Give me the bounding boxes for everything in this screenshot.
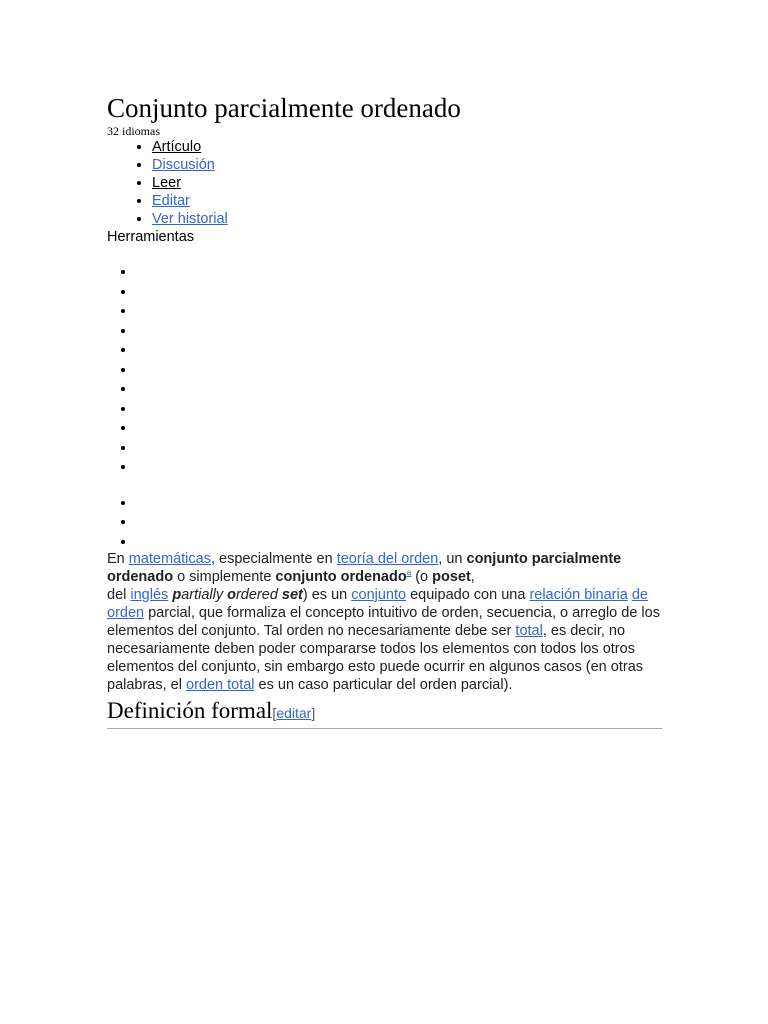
bold-term: conjunto parcialmente ordenado — [107, 551, 622, 585]
text: set — [281, 587, 303, 603]
section-title: Definición formal — [107, 698, 273, 723]
list-item — [136, 303, 663, 323]
edit-section — [272, 705, 315, 721]
page-title: Conjunto parcialmente ordenado — [107, 93, 461, 123]
list-item — [152, 192, 663, 210]
list-item — [136, 514, 663, 534]
tab-discusion[interactable]: Discusión — [152, 157, 215, 173]
list-item — [152, 156, 663, 174]
text: es un caso particular del orden parcial). — [254, 677, 513, 693]
article-header — [107, 90, 663, 553]
text: [ — [272, 705, 277, 721]
list-item — [136, 459, 663, 479]
empty-bullet-list — [107, 264, 663, 479]
link-orden-total[interactable]: orden total — [186, 677, 255, 693]
link-matematicas[interactable]: matemáticas — [128, 551, 211, 567]
link-teoria-del-orden[interactable]: teoría del orden — [336, 551, 439, 567]
list-item — [136, 342, 663, 362]
text: o simplemente — [173, 569, 276, 585]
list-item — [136, 284, 663, 304]
text: parcial, que formaliza el concepto intuitivo de orden, secuencia, o arreglo de los elementos del conjunto. Tal orden no necesariamente debe ser — [107, 605, 660, 639]
list-item — [152, 210, 663, 228]
text: , — [470, 569, 475, 585]
footnote-ref[interactable]: a — [406, 568, 412, 578]
intro-paragraph — [107, 550, 663, 694]
list-item — [136, 362, 663, 382]
text: , es decir, no necesariamente deben poder compararse todos los elementos con todos los otros elementos del conjunto, sin embargo esto puede ocurrir en algunos casos (en otras palabras, el — [107, 623, 644, 693]
tab-articulo[interactable]: Artículo — [152, 139, 202, 155]
text: del — [107, 587, 131, 603]
list-item — [152, 174, 663, 192]
text: artially — [181, 587, 228, 603]
text: o — [227, 587, 236, 603]
link-ingles[interactable]: inglés — [130, 587, 169, 603]
text: rdered — [235, 587, 282, 603]
page-actions-list — [107, 138, 663, 228]
text: , especialmente en — [210, 551, 337, 567]
link-conjunto[interactable]: conjunto — [351, 587, 407, 603]
tab-leer[interactable]: Leer — [152, 175, 182, 191]
list-item — [136, 440, 663, 460]
list-item — [136, 381, 663, 401]
list-item — [136, 323, 663, 343]
empty-bullet-list-2 — [107, 495, 663, 554]
text: En — [107, 551, 129, 567]
tools-menu-label[interactable]: Herramientas — [107, 229, 195, 245]
bold-term: conjunto ordenado — [275, 569, 407, 585]
bold-term: poset — [432, 569, 471, 585]
link-total[interactable]: total — [515, 623, 543, 639]
tab-editar[interactable]: Editar — [152, 193, 190, 209]
list-item — [136, 264, 663, 284]
text: ) es un — [302, 587, 352, 603]
link-de-orden[interactable]: de orden — [107, 587, 648, 621]
text: p — [172, 587, 182, 603]
list-item — [136, 495, 663, 515]
list-item — [152, 138, 663, 156]
tab-ver-historial[interactable]: Ver historial — [152, 211, 228, 227]
english-term — [172, 587, 303, 603]
text: , un — [438, 551, 467, 567]
text: (o — [411, 569, 433, 585]
list-item — [136, 401, 663, 421]
list-item — [136, 420, 663, 440]
section-heading — [107, 697, 662, 729]
text: equipado con una — [406, 587, 530, 603]
language-count[interactable]: 32 idiomas — [107, 124, 160, 138]
link-relacion-binaria[interactable]: relación binaria — [529, 587, 628, 603]
text: ] — [311, 705, 316, 721]
edit-section-link[interactable]: editar — [276, 705, 312, 721]
